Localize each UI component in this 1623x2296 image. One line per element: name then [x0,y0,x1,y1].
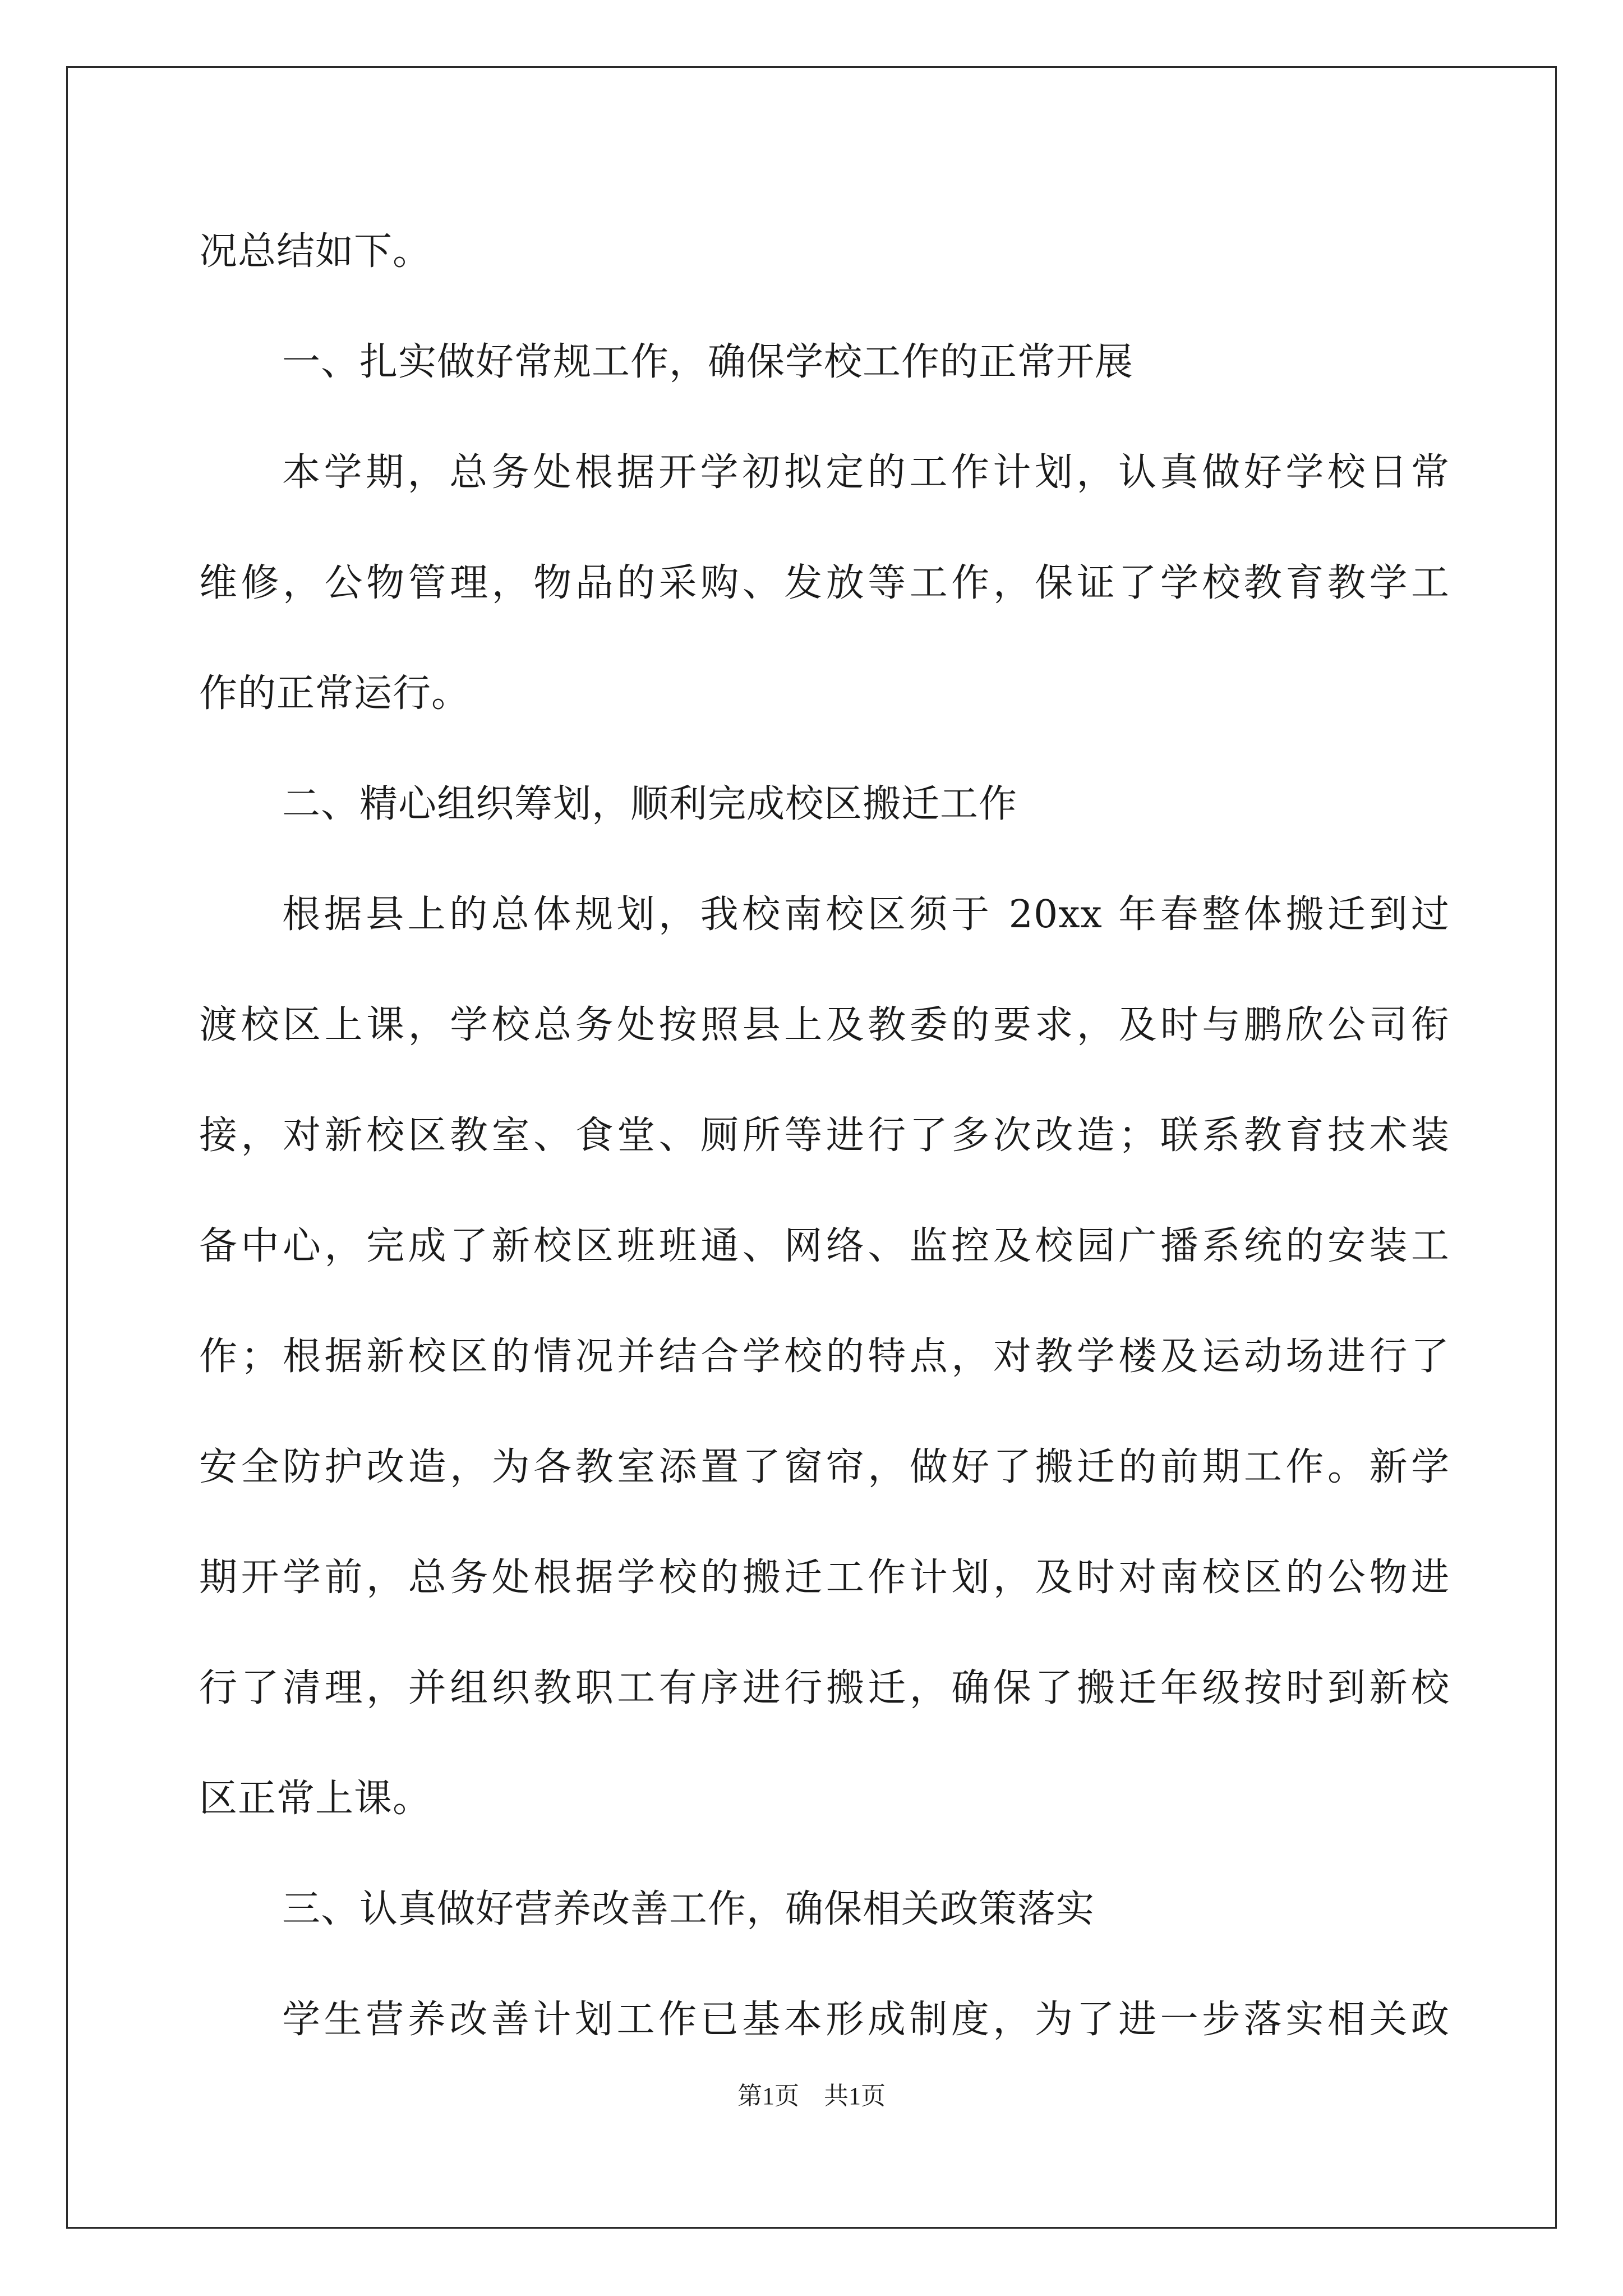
paragraph-line: 作的正常运行。 [199,671,471,716]
paragraph-line: 区正常上课。 [199,1777,432,1821]
paragraph-line: 维修，公物管理，物品的采购、发放等工作，保证了学校教育教学工 [199,561,1450,605]
paragraph-line: 学生营养改善计划工作已基本形成制度，为了进一步落实相关政 [282,1998,1450,2042]
document-body [199,196,1450,2075]
paragraph-line: 接，对新校区教室、食堂、厕所等进行了多次改造；联系教育技术装 [199,1114,1450,1158]
section-heading: 三、认真做好营养改善工作，确保相关政策落实 [282,1887,1095,1931]
paragraph-line: 况总结如下。 [199,229,432,274]
page-number-footer: 第1页 共1页 [737,2082,886,2110]
section-heading: 一、扎实做好常规工作，确保学校工作的正常开展 [282,340,1134,384]
paragraph-line: 安全防护改造，为各教室添置了窗帘，做好了搬迁的前期工作。新学 [199,1445,1450,1489]
paragraph-line: 期开学前，总务处根据学校的搬迁工作计划，及时对南校区的公物进 [199,1556,1450,1600]
paragraph-line: 作；根据新校区的情况并结合学校的特点，对教学楼及运动场进行了 [199,1335,1450,1379]
section-heading: 二、精心组织筹划，顺利完成校区搬迁工作 [282,782,1018,826]
paragraph-line: 渡校区上课，学校总务处按照县上及教委的要求，及时与鹏欣公司衔 [199,1003,1450,1047]
paragraph-line: 备中心，完成了新校区班班通、网络、监控及校园广播系统的安装工 [199,1224,1450,1268]
paragraph-line: 本学期，总务处根据开学初拟定的工作计划，认真做好学校日常 [282,450,1450,495]
paragraph-line: 根据县上的总体规划，我校南校区须于 20xx 年春整体搬迁到过 [282,892,1450,937]
paragraph-line: 行了清理，并组织教职工有序进行搬迁，确保了搬迁年级按时到新校 [199,1666,1450,1710]
